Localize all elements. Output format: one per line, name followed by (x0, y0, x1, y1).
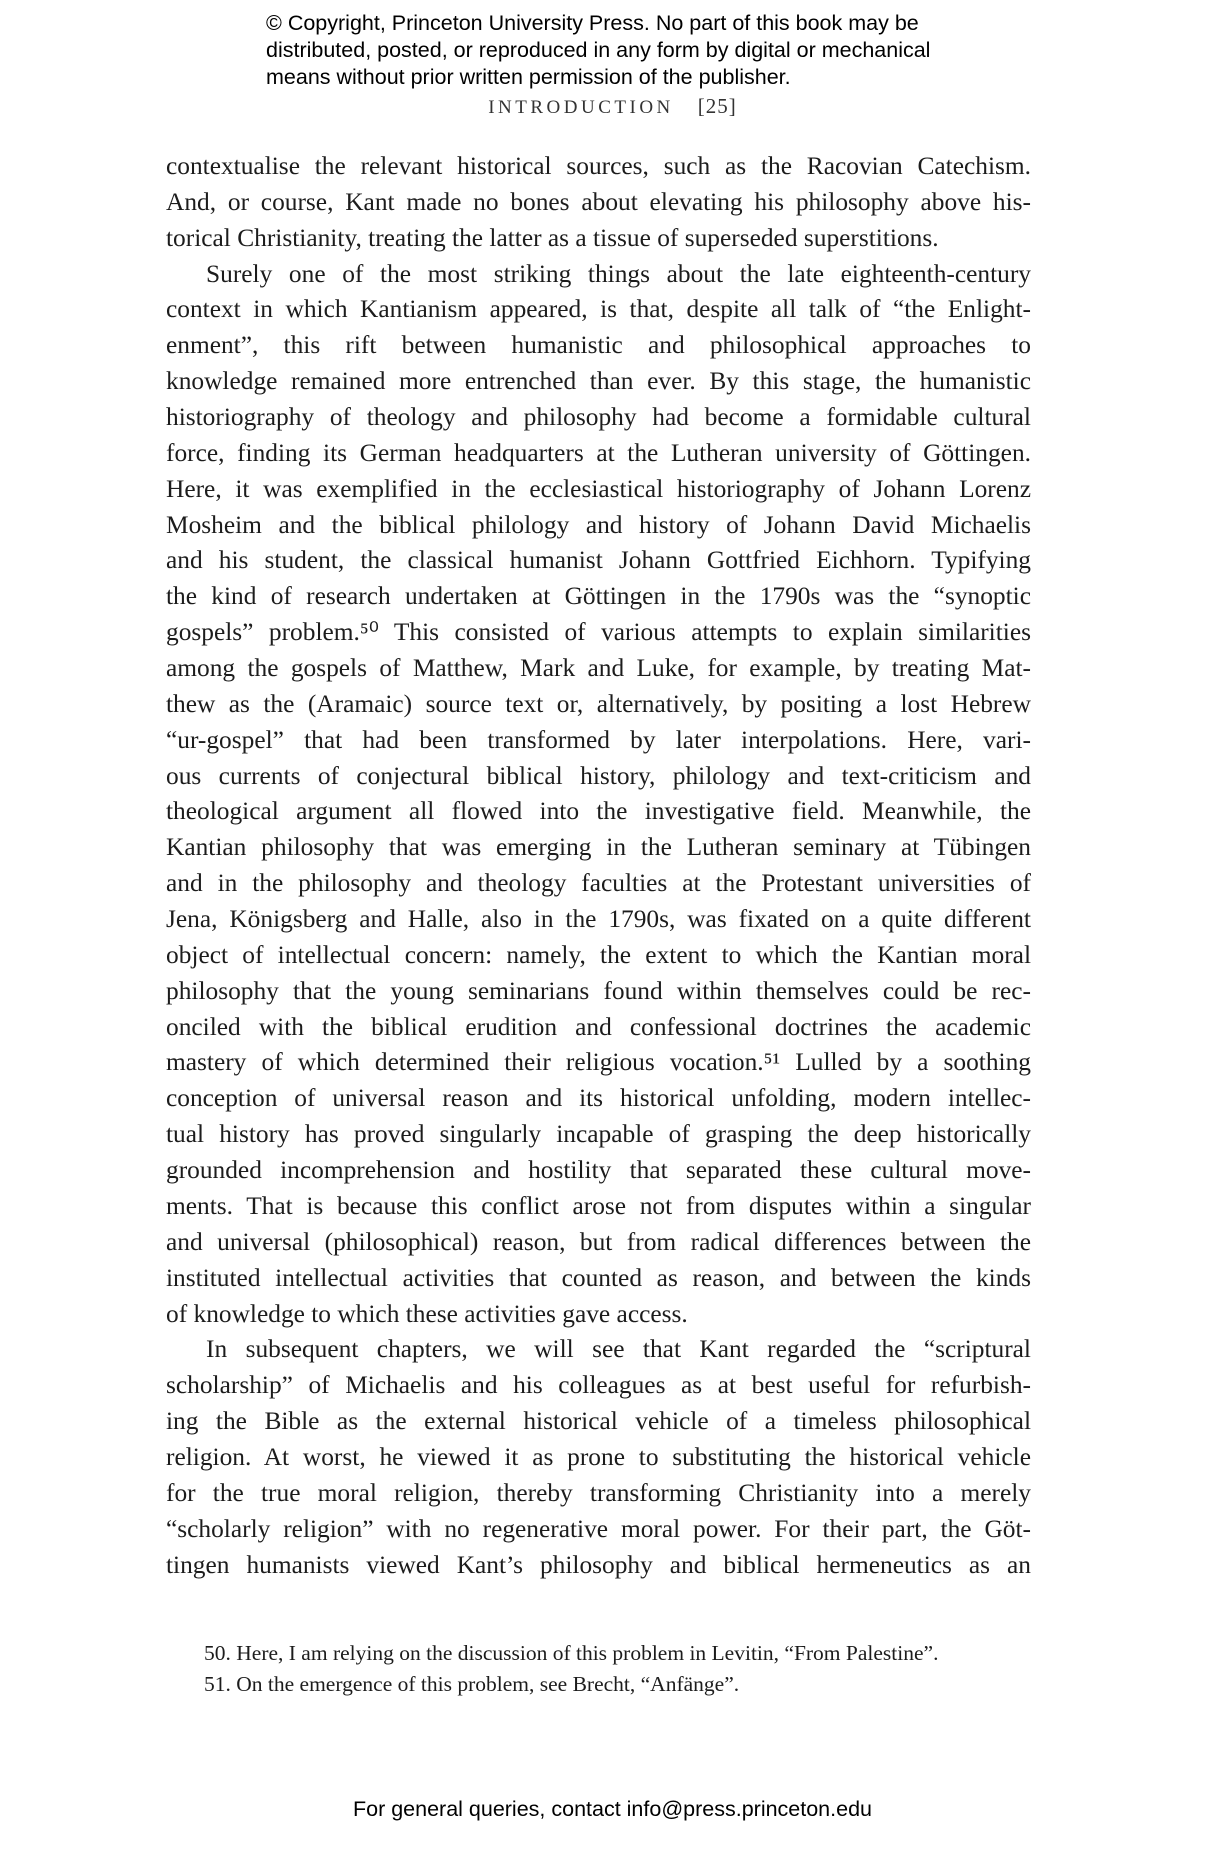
text-line: philosophy that the young seminarians found within themselves could be rec- (166, 976, 1031, 1005)
copyright-line: means without prior written permission of the publisher. (266, 65, 791, 89)
text-line: enment”, this rift between humanistic and philosophical approaches to (166, 331, 1031, 360)
contact-footer: For general queries, contact info@press.princeton.edu (352, 1797, 872, 1821)
page-number: [25] (697, 94, 737, 118)
section-title: INTRODUCTION (488, 97, 674, 118)
text-line: for the true moral religion, thereby transforming Christianity into a merely (166, 1478, 1031, 1507)
text-line: In subsequent chapters, we will see that Kant regarded the “scriptural (206, 1335, 1031, 1364)
text-line: onciled with the biblical erudition and confessional doctrines the academic (166, 1012, 1031, 1041)
text-line: theological argument all flowed into the investigative field. Meanwhile, the (166, 797, 1031, 826)
text-line: and his student, the classical humanist Johann Gottfried Eichhorn. Typifying (166, 546, 1031, 575)
text-line: Jena, Königsberg and Halle, also in the 1790s, was fixated on a quite different (166, 905, 1031, 934)
text-line: ous currents of conjectural biblical history, philology and text-criticism and (166, 761, 1031, 790)
text-line: Mosheim and the biblical philology and history of Johann David Michaelis (166, 510, 1031, 539)
text-line: mastery of which determined their religious vocation.⁵¹ Lulled by a soothing (166, 1048, 1031, 1077)
text-line: scholarship” of Michaelis and his colleagues as at best useful for refurbish- (166, 1371, 1031, 1400)
footnotes (204, 1638, 1034, 1700)
text-line: instituted intellectual activities that counted as reason, and between the kinds (166, 1263, 1031, 1292)
text-line: And, or course, Kant made no bones about elevating his philosophy above his- (166, 187, 1031, 216)
text-line: the kind of research undertaken at Göttingen in the 1790s was the “synoptic (166, 582, 1031, 611)
text-line: among the gospels of Matthew, Mark and Luke, for example, by treating Mat- (166, 654, 1031, 683)
text-line: thew as the (Aramaic) source text or, alternatively, by positing a lost Hebrew (166, 689, 1031, 718)
text-line: context in which Kantianism appeared, is that, despite all talk of “the Enlight- (166, 295, 1031, 324)
footnote: 50. Here, I am relying on the discussion of this problem in Levitin, “From Palestine”. (204, 1641, 939, 1665)
body-text (166, 149, 1031, 1583)
copyright-notice (266, 10, 1026, 91)
text-line: contextualise the relevant historical sources, such as the Racovian Catechism. (166, 152, 1031, 180)
text-line: of knowledge to which these activities gave access. (166, 1299, 688, 1328)
text-line: “ur-gospel” that had been transformed by later interpolations. Here, vari- (166, 725, 1031, 754)
text-line: torical Christianity, treating the latter as a tissue of superseded superstitions. (166, 223, 939, 252)
text-line: ing the Bible as the external historical vehicle of a timeless philosophical (166, 1407, 1031, 1436)
text-line: Kantian philosophy that was emerging in the Lutheran seminary at Tübingen (166, 833, 1031, 862)
text-line: religion. At worst, he viewed it as prone to substituting the historical vehicle (166, 1442, 1031, 1471)
text-line: force, finding its German headquarters at the Lutheran university of Göttingen. (166, 438, 1031, 467)
text-line: historiography of theology and philosophy had become a formidable cultural (166, 403, 1031, 432)
text-line: Surely one of the most striking things about the late eighteenth-century (206, 259, 1031, 288)
text-line: and universal (philosophical) reason, but from radical differences between the (166, 1227, 1031, 1256)
text-line: “scholarly religion” with no regenerative moral power. For their part, the Göt- (166, 1514, 1031, 1543)
text-line: Here, it was exemplified in the ecclesiastical historiography of Johann Lorenz (166, 474, 1031, 503)
text-line: conception of universal reason and its historical unfolding, modern intellec- (166, 1084, 1031, 1113)
text-line: object of intellectual concern: namely, the extent to which the Kantian moral (166, 940, 1031, 969)
text-line: gospels” problem.⁵⁰ This consisted of various attempts to explain similarities (166, 618, 1031, 647)
text-line: and in the philosophy and theology faculties at the Protestant universities of (166, 869, 1031, 898)
copyright-line: distributed, posted, or reproduced in any form by digital or mechanical (266, 38, 931, 62)
text-line: ments. That is because this conflict arose not from disputes within a singular (166, 1191, 1031, 1220)
footnote: 51. On the emergence of this problem, see Brecht, “Anfänge”. (204, 1672, 740, 1696)
text-line: knowledge remained more entrenched than ever. By this stage, the humanistic (166, 367, 1031, 396)
text-line: grounded incomprehension and hostility that separated these cultural move- (166, 1156, 1031, 1185)
text-line: tual history has proved singularly incapable of grasping the deep historically (166, 1120, 1031, 1149)
running-head (0, 94, 1225, 119)
text-line: tingen humanists viewed Kant’s philosophy and biblical hermeneutics as an (166, 1550, 1031, 1579)
copyright-line: © Copyright, Princeton University Press. No part of this book may be (266, 11, 919, 35)
